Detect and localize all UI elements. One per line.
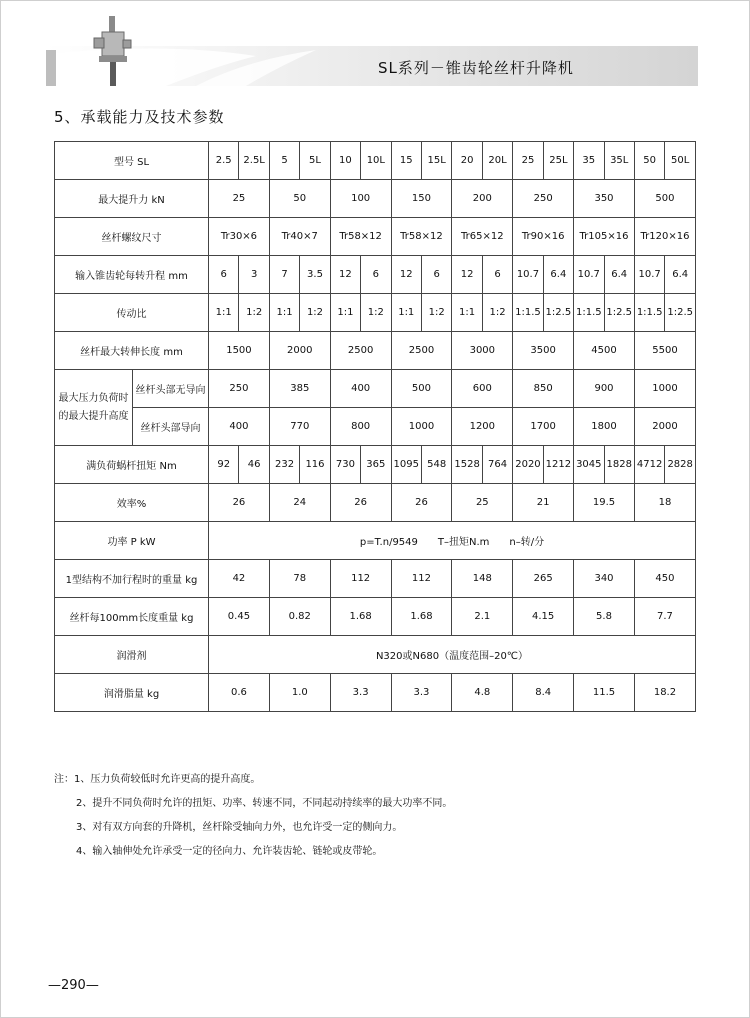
max-extension-cell: 2000 bbox=[269, 332, 330, 370]
row-label-stroke: 输入锥齿轮每转升程 mm bbox=[55, 256, 209, 294]
ratio-cell: 1:2.5 bbox=[665, 294, 696, 332]
ratio-cell: 1:1 bbox=[209, 294, 239, 332]
stroke-cell: 6.4 bbox=[543, 256, 573, 294]
ratio-cell: 1:2 bbox=[239, 294, 269, 332]
model-cell: 5L bbox=[300, 142, 330, 180]
max-lift-cell: 50 bbox=[269, 180, 330, 218]
row-label-grease: 润滑脂量 kg bbox=[55, 674, 209, 712]
screw-weight-cell: 1.68 bbox=[330, 598, 391, 636]
table-row-weight bbox=[55, 560, 696, 598]
model-cell: 20L bbox=[482, 142, 512, 180]
weight-cell: 265 bbox=[513, 560, 574, 598]
weight-cell: 450 bbox=[634, 560, 695, 598]
table-row-lubricant bbox=[55, 636, 696, 674]
grease-cell: 4.8 bbox=[452, 674, 513, 712]
max-lift-cell: 25 bbox=[209, 180, 270, 218]
torque-cell: 730 bbox=[330, 446, 360, 484]
section-title: 5、承载能力及技术参数 bbox=[54, 108, 225, 126]
ratio-cell: 1:2 bbox=[482, 294, 512, 332]
row-label-weight: 1型结构不加行程时的重量 kg bbox=[55, 560, 209, 598]
model-cell: 35 bbox=[574, 142, 604, 180]
table-row-guided bbox=[55, 408, 696, 446]
torque-cell: 365 bbox=[361, 446, 391, 484]
grease-cell: 3.3 bbox=[391, 674, 452, 712]
torque-cell: 1095 bbox=[391, 446, 421, 484]
model-cell: 35L bbox=[604, 142, 634, 180]
power-formula: p=T.n/9549 T–扭矩N.m n–转/分 bbox=[209, 522, 696, 560]
unguided-cell: 900 bbox=[574, 370, 635, 408]
max-lift-cell: 500 bbox=[634, 180, 695, 218]
screw-thread-cell: Tr58×12 bbox=[391, 218, 452, 256]
row-label-model: 型号 SL bbox=[55, 142, 209, 180]
table-row-max-lift bbox=[55, 180, 696, 218]
screw-thread-cell: Tr30×6 bbox=[209, 218, 270, 256]
stroke-cell: 6 bbox=[482, 256, 512, 294]
table-row-grease bbox=[55, 674, 696, 712]
max-extension-cell: 4500 bbox=[574, 332, 635, 370]
header-bar bbox=[46, 46, 698, 86]
notes bbox=[54, 768, 452, 864]
model-cell: 50 bbox=[634, 142, 664, 180]
stroke-cell: 6 bbox=[209, 256, 239, 294]
stroke-cell: 10.7 bbox=[634, 256, 664, 294]
model-cell: 2.5 bbox=[209, 142, 239, 180]
screw-weight-cell: 2.1 bbox=[452, 598, 513, 636]
efficiency-cell: 25 bbox=[452, 484, 513, 522]
note-4: 4、输入轴伸处允许承受一定的径向力、允许装齿轮、链轮或皮带轮。 bbox=[76, 846, 383, 857]
grease-cell: 8.4 bbox=[513, 674, 574, 712]
stroke-cell: 12 bbox=[391, 256, 421, 294]
grease-cell: 3.3 bbox=[330, 674, 391, 712]
row-label-power: 功率 P kW bbox=[55, 522, 209, 560]
unguided-cell: 850 bbox=[513, 370, 574, 408]
max-lift-cell: 250 bbox=[513, 180, 574, 218]
row-label-screw-weight: 丝杆每100mm长度重量 kg bbox=[55, 598, 209, 636]
table-row-torque bbox=[55, 446, 696, 484]
ratio-cell: 1:2.5 bbox=[543, 294, 573, 332]
ratio-cell: 1:2.5 bbox=[604, 294, 634, 332]
row-label-max-extension: 丝杆最大转伸长度 mm bbox=[55, 332, 209, 370]
guided-cell: 1800 bbox=[574, 408, 635, 446]
table-row-screw-thread bbox=[55, 218, 696, 256]
torque-cell: 92 bbox=[209, 446, 239, 484]
weight-cell: 42 bbox=[209, 560, 270, 598]
stroke-cell: 6 bbox=[361, 256, 391, 294]
row-label-torque: 满负荷蜗杆扭矩 Nm bbox=[55, 446, 209, 484]
model-cell: 5 bbox=[269, 142, 299, 180]
table-row-screw-weight bbox=[55, 598, 696, 636]
screw-weight-cell: 5.8 bbox=[574, 598, 635, 636]
row-label-unguided: 丝杆头部无导向 bbox=[133, 370, 209, 408]
stroke-cell: 10.7 bbox=[513, 256, 543, 294]
max-extension-cell: 2500 bbox=[391, 332, 452, 370]
torque-cell: 1528 bbox=[452, 446, 482, 484]
max-extension-cell: 5500 bbox=[634, 332, 695, 370]
screw-thread-cell: Tr120×16 bbox=[634, 218, 695, 256]
model-cell: 15L bbox=[421, 142, 451, 180]
page-number: —290— bbox=[48, 978, 99, 993]
stroke-cell: 12 bbox=[330, 256, 360, 294]
unguided-cell: 1000 bbox=[634, 370, 695, 408]
screw-weight-cell: 7.7 bbox=[634, 598, 695, 636]
note-3: 3、对有双方向套的升降机，丝杆除受轴向力外，也允许受一定的侧向力。 bbox=[76, 822, 403, 833]
row-label-screw-thread: 丝杆螺纹尺寸 bbox=[55, 218, 209, 256]
ratio-cell: 1:1.5 bbox=[574, 294, 604, 332]
screw-weight-cell: 0.82 bbox=[269, 598, 330, 636]
ratio-cell: 1:1 bbox=[330, 294, 360, 332]
row-group-label-max-pressure bbox=[55, 370, 133, 446]
table-row-unguided bbox=[55, 370, 696, 408]
ratio-cell: 1:1 bbox=[269, 294, 299, 332]
weight-cell: 340 bbox=[574, 560, 635, 598]
max-extension-cell: 3000 bbox=[452, 332, 513, 370]
screw-thread-cell: Tr90×16 bbox=[513, 218, 574, 256]
max-extension-cell: 3500 bbox=[513, 332, 574, 370]
ratio-cell: 1:2 bbox=[361, 294, 391, 332]
row-label-max-lift: 最大提升力 kN bbox=[55, 180, 209, 218]
model-cell: 20 bbox=[452, 142, 482, 180]
model-cell: 10 bbox=[330, 142, 360, 180]
stroke-cell: 6.4 bbox=[604, 256, 634, 294]
torque-cell: 2828 bbox=[665, 446, 696, 484]
unguided-cell: 400 bbox=[330, 370, 391, 408]
row-label-guided: 丝杆头部导向 bbox=[133, 408, 209, 446]
row-label-ratio: 传动比 bbox=[55, 294, 209, 332]
stroke-cell: 12 bbox=[452, 256, 482, 294]
model-cell: 25L bbox=[543, 142, 573, 180]
grease-cell: 1.0 bbox=[269, 674, 330, 712]
weight-cell: 112 bbox=[391, 560, 452, 598]
guided-cell: 770 bbox=[269, 408, 330, 446]
torque-cell: 46 bbox=[239, 446, 269, 484]
unguided-cell: 600 bbox=[452, 370, 513, 408]
screw-weight-cell: 4.15 bbox=[513, 598, 574, 636]
model-cell: 50L bbox=[665, 142, 696, 180]
unguided-cell: 500 bbox=[391, 370, 452, 408]
model-cell: 15 bbox=[391, 142, 421, 180]
max-extension-cell: 1500 bbox=[209, 332, 270, 370]
max-extension-cell: 2500 bbox=[330, 332, 391, 370]
screw-thread-cell: Tr58×12 bbox=[330, 218, 391, 256]
note-1: 注：1、压力负荷较低时允许更高的提升高度。 bbox=[54, 774, 261, 785]
torque-cell: 232 bbox=[269, 446, 299, 484]
guided-cell: 1000 bbox=[391, 408, 452, 446]
screw-thread-cell: Tr105×16 bbox=[574, 218, 635, 256]
efficiency-cell: 21 bbox=[513, 484, 574, 522]
ratio-cell: 1:2 bbox=[421, 294, 451, 332]
efficiency-cell: 26 bbox=[209, 484, 270, 522]
screw-thread-cell: Tr40×7 bbox=[269, 218, 330, 256]
weight-cell: 148 bbox=[452, 560, 513, 598]
guided-cell: 400 bbox=[209, 408, 270, 446]
ratio-cell: 1:1 bbox=[391, 294, 421, 332]
torque-cell: 116 bbox=[300, 446, 330, 484]
torque-cell: 764 bbox=[482, 446, 512, 484]
unguided-cell: 250 bbox=[209, 370, 270, 408]
spec-table bbox=[54, 141, 696, 712]
stroke-cell: 7 bbox=[269, 256, 299, 294]
table-row-efficiency bbox=[55, 484, 696, 522]
row-label-lubricant: 润滑剂 bbox=[55, 636, 209, 674]
max-lift-cell: 150 bbox=[391, 180, 452, 218]
torque-cell: 4712 bbox=[634, 446, 664, 484]
efficiency-cell: 24 bbox=[269, 484, 330, 522]
stroke-cell: 10.7 bbox=[574, 256, 604, 294]
lubricant-value: N320或N680（温度范围–20℃） bbox=[209, 636, 696, 674]
stroke-cell: 6 bbox=[421, 256, 451, 294]
guided-cell: 800 bbox=[330, 408, 391, 446]
efficiency-cell: 26 bbox=[330, 484, 391, 522]
screw-thread-cell: Tr65×12 bbox=[452, 218, 513, 256]
model-cell: 10L bbox=[361, 142, 391, 180]
screw-weight-cell: 0.45 bbox=[209, 598, 270, 636]
guided-cell: 2000 bbox=[634, 408, 695, 446]
torque-cell: 1828 bbox=[604, 446, 634, 484]
model-cell: 25 bbox=[513, 142, 543, 180]
ratio-cell: 1:1.5 bbox=[634, 294, 664, 332]
header-title: SL系列－锥齿轮丝杆升降机 bbox=[378, 59, 574, 77]
guided-cell: 1200 bbox=[452, 408, 513, 446]
torque-cell: 1212 bbox=[543, 446, 573, 484]
table-row-stroke bbox=[55, 256, 696, 294]
table-row-max-extension bbox=[55, 332, 696, 370]
stroke-cell: 6.4 bbox=[665, 256, 696, 294]
torque-cell: 2020 bbox=[513, 446, 543, 484]
note-2: 2、提升不同负荷时允许的扭矩、功率、转速不同，不同起动持续率的最大功率不同。 bbox=[76, 798, 453, 809]
grease-cell: 0.6 bbox=[209, 674, 270, 712]
ratio-cell: 1:2 bbox=[300, 294, 330, 332]
grease-cell: 11.5 bbox=[574, 674, 635, 712]
torque-cell: 3045 bbox=[574, 446, 604, 484]
group-label-line-1: 最大压力负荷时 bbox=[58, 392, 129, 404]
row-label-efficiency: 效率% bbox=[55, 484, 209, 522]
efficiency-cell: 19.5 bbox=[574, 484, 635, 522]
weight-cell: 112 bbox=[330, 560, 391, 598]
max-lift-cell: 100 bbox=[330, 180, 391, 218]
ratio-cell: 1:1 bbox=[452, 294, 482, 332]
guided-cell: 1700 bbox=[513, 408, 574, 446]
grease-cell: 18.2 bbox=[634, 674, 695, 712]
unguided-cell: 385 bbox=[269, 370, 330, 408]
table-row-ratio bbox=[55, 294, 696, 332]
group-label-line-2: 的最大提升高度 bbox=[58, 410, 129, 422]
efficiency-cell: 26 bbox=[391, 484, 452, 522]
stroke-cell: 3 bbox=[239, 256, 269, 294]
stroke-cell: 3.5 bbox=[300, 256, 330, 294]
table-row-power bbox=[55, 522, 696, 560]
screw-jack-product-icon bbox=[82, 16, 142, 86]
torque-cell: 548 bbox=[421, 446, 451, 484]
weight-cell: 78 bbox=[269, 560, 330, 598]
ratio-cell: 1:1.5 bbox=[513, 294, 543, 332]
max-lift-cell: 350 bbox=[574, 180, 635, 218]
model-cell: 2.5L bbox=[239, 142, 269, 180]
screw-weight-cell: 1.68 bbox=[391, 598, 452, 636]
table-row-model bbox=[55, 142, 696, 180]
max-lift-cell: 200 bbox=[452, 180, 513, 218]
efficiency-cell: 18 bbox=[634, 484, 695, 522]
